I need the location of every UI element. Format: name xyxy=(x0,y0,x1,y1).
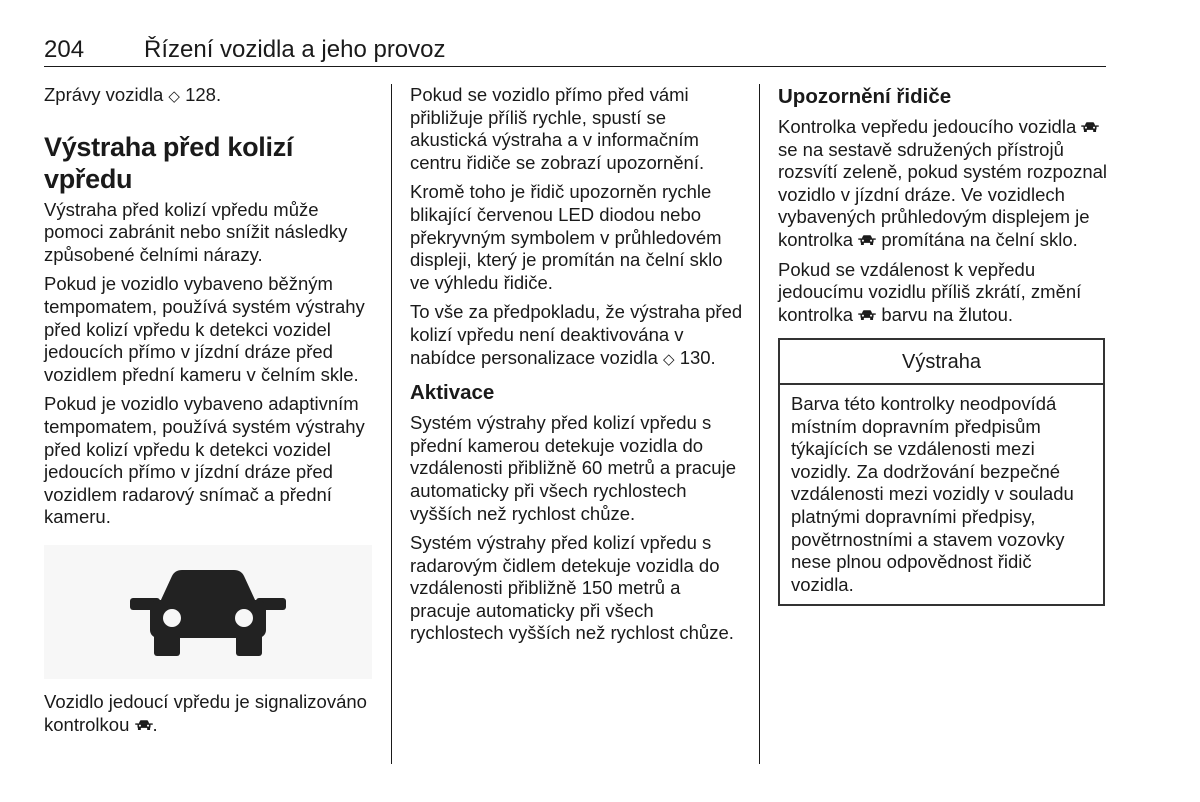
page-number: 204 xyxy=(44,36,85,63)
paragraph: Pokud se vozidlo přímo před vámi přibližuje příliš rychle, spustí se akustická výstraha a v informačním centru řidiče se zobrazí upozornění. xyxy=(410,84,705,173)
figure-caption: Vozidlo jedoucí vpředu je signalizováno kontrolkou . xyxy=(44,690,367,735)
intro-paragraph: Zprávy vozidla ◇ 128. xyxy=(44,84,222,105)
warning-title: Výstraha xyxy=(780,340,1103,385)
paragraph: Kontrolka vepředu jedoucího vozidla se na sestavě sdružených přístrojů rozsvítí zeleně, pokud systém rozpoznal vozidlo v jízdní dráze. Ve vozidlech vybavených průhledovým displejem je kontrolka promítána na čelní sklo. xyxy=(778,116,1108,250)
column-divider xyxy=(391,84,392,764)
page-header xyxy=(44,34,1106,67)
car-front-icon xyxy=(135,717,153,733)
car-front-icon xyxy=(128,562,288,662)
page-reference[interactable]: ◇ 128. xyxy=(168,84,222,105)
warning-box xyxy=(778,338,1105,606)
paragraph: Výstraha před kolizí vpředu může pomoci zabránit nebo snížit následky způsobené čelními nárazy. xyxy=(44,198,348,265)
arrow-reference-icon: ◇ xyxy=(663,350,675,368)
arrow-reference-icon: ◇ xyxy=(168,88,180,105)
paragraph: Pokud je vozidlo vybaveno adaptivním tempomatem, používá systém výstrahy před kolizí vpředu k detekci vozidel jedoucích přímo v jízdní dráze před vozidlem radarový snímač a přední kameru. xyxy=(44,393,365,528)
warning-text: Barva této kontrolky neodpovídá místním dopravním předpisům týkajících se vzdálenosti mezi vozidly. Za dodržování bezpečné vzdálenosti mezi vozidly v souladu platnými dopravními předpisy, povětrnostními a stavem vozovky nese plnou odpovědnost řidič vozidla. xyxy=(791,392,1074,595)
car-front-icon xyxy=(858,232,876,248)
page-reference[interactable]: ◇ 130. xyxy=(663,346,716,368)
paragraph: Kromě toho je řidič upozorněn rychle blikající červenou LED diodou nebo překryvným symbolem v průhledovém displeji, který je promítán na čelní sklo ve výhledu řidiče. xyxy=(410,181,723,293)
subsection-heading: Aktivace xyxy=(410,381,495,405)
column-middle xyxy=(410,84,746,652)
section-heading: Výstraha před kolizí vpředu xyxy=(44,131,294,194)
car-front-icon xyxy=(858,307,876,323)
subsection-heading: Upozornění řidiče xyxy=(778,85,952,108)
paragraph: To vše za předpokladu, že výstraha před kolizí vpředu není deaktivována v nabídce personalizace vozidla ◇ 130. xyxy=(410,301,743,368)
paragraph: Pokud je vozidlo vybaveno běžným tempomatem, používá systém výstrahy před kolizí vpředu k detekci vozidel jedoucích přímo v jízdní dráze před vozidlem přední kameru v čelním skle. xyxy=(44,273,365,385)
column-left xyxy=(44,84,377,743)
chapter-title: Řízení vozidla a jeho provoz xyxy=(144,36,446,63)
car-front-icon xyxy=(1081,119,1099,135)
paragraph: Pokud se vzdálenost k vepředu jedoucímu vozidlu příliš zkrátí, změní kontrolka barvu na žlutou. xyxy=(778,258,1082,325)
car-illustration xyxy=(44,545,372,679)
paragraph: Systém výstrahy před kolizí vpředu s radarovým čidlem detekuje vozidla do vzdálenosti přibližně 150 metrů a pracuje automaticky při všech rychlostech vyšších než rychlost chůze. xyxy=(410,532,734,644)
paragraph: Systém výstrahy před kolizí vpředu s přední kamerou detekuje vozidla do vzdálenosti přibližně 60 metrů a pracuje automaticky při všech rychlostech vyšších než rychlost chůze. xyxy=(410,412,736,524)
column-right xyxy=(778,84,1108,606)
column-divider xyxy=(759,84,760,764)
